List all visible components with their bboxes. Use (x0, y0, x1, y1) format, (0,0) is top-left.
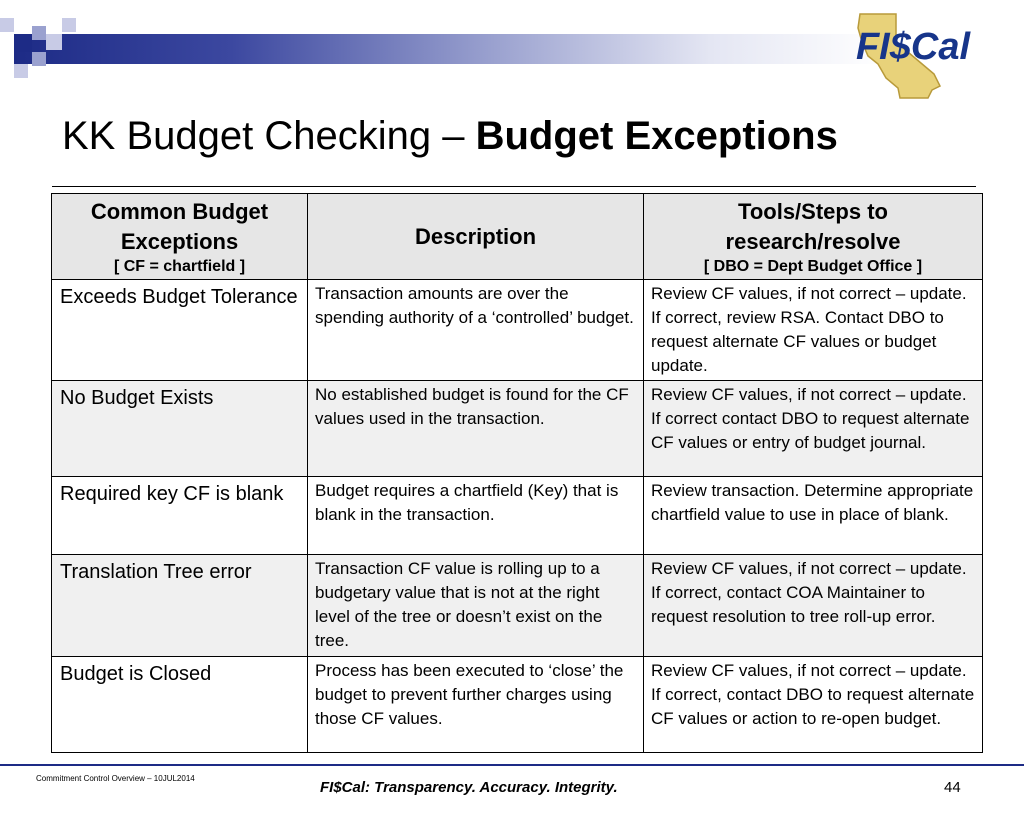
title-normal: KK Budget Checking – (62, 114, 476, 158)
description-cell: Budget requires a chartfield (Key) that is blank in the transaction. (308, 477, 644, 555)
exception-cell: Required key CF is blank (52, 477, 308, 555)
header-exceptions-label: Common Budget Exceptions (90, 198, 269, 254)
description-cell: No established budget is found for the CF values used in the transaction. (308, 381, 644, 477)
header-exceptions (52, 194, 308, 280)
table-row (52, 280, 983, 381)
logo-text: FI$Cal (855, 26, 971, 68)
exception-cell: Exceeds Budget Tolerance (52, 280, 308, 381)
footer-tagline: FI$Cal: Transparency. Accuracy. Integrity. (320, 779, 618, 796)
exception-cell: No Budget Exists (52, 381, 308, 477)
header-square (14, 34, 32, 52)
footer-divider (0, 764, 1024, 766)
header-square (32, 26, 46, 40)
resolution-cell: Review transaction. Determine appropriate chartfield value to use in place of blank. (644, 477, 983, 555)
table-row (52, 381, 983, 477)
resolution-cell: Review CF values, if not correct – update. If correct contact DBO to request alternate CF values or entry of budget journal. (644, 381, 983, 477)
exception-cell: Budget is Closed (52, 657, 308, 753)
header-square (62, 18, 76, 32)
resolution-cell: Review CF values, if not correct – update. If correct, contact COA Maintainer to request resolution to tree roll-up error. (644, 555, 983, 657)
table-row (52, 555, 983, 657)
fiscal-logo (838, 12, 988, 100)
table-row (52, 657, 983, 753)
title-bold: Budget Exceptions (475, 114, 838, 158)
header-gradient-bar (14, 34, 884, 64)
header-square (0, 18, 14, 32)
header-square (14, 64, 28, 78)
resolution-cell: Review CF values, if not correct – update. If correct, contact DBO to request alternate CF values or action to re-open budget. (644, 657, 983, 753)
exception-cell: Translation Tree error (52, 555, 308, 657)
header-description-label: Description (414, 223, 537, 249)
description-cell: Transaction amounts are over the spending authority of a ‘controlled’ budget. (308, 280, 644, 381)
header-exceptions-note: [ CF = chartfield ] (113, 257, 246, 275)
header-resolution-label: Tools/Steps to research/resolve (725, 198, 901, 254)
page-number: 44 (944, 779, 961, 796)
header-resolution (644, 194, 983, 280)
table-header-row (52, 194, 983, 280)
description-cell: Transaction CF value is rolling up to a budgetary value that is not at the right level of the tree or doesn’t exist on the tree. (308, 555, 644, 657)
footer-document-label: Commitment Control Overview – 10JUL2014 (36, 774, 195, 783)
header-square (32, 52, 46, 66)
header-description (308, 194, 644, 280)
page-title (62, 114, 838, 159)
description-cell: Process has been executed to ‘close’ the budget to prevent further charges using those CF values. (308, 657, 644, 753)
resolution-cell: Review CF values, if not correct – update. If correct, review RSA. Contact DBO to request alternate CF values or budget update. (644, 280, 983, 381)
budget-exceptions-table (51, 193, 983, 753)
header-resolution-note: [ DBO = Dept Budget Office ] (703, 257, 923, 275)
header-square (46, 34, 62, 50)
title-divider (52, 186, 976, 187)
table-row (52, 477, 983, 555)
